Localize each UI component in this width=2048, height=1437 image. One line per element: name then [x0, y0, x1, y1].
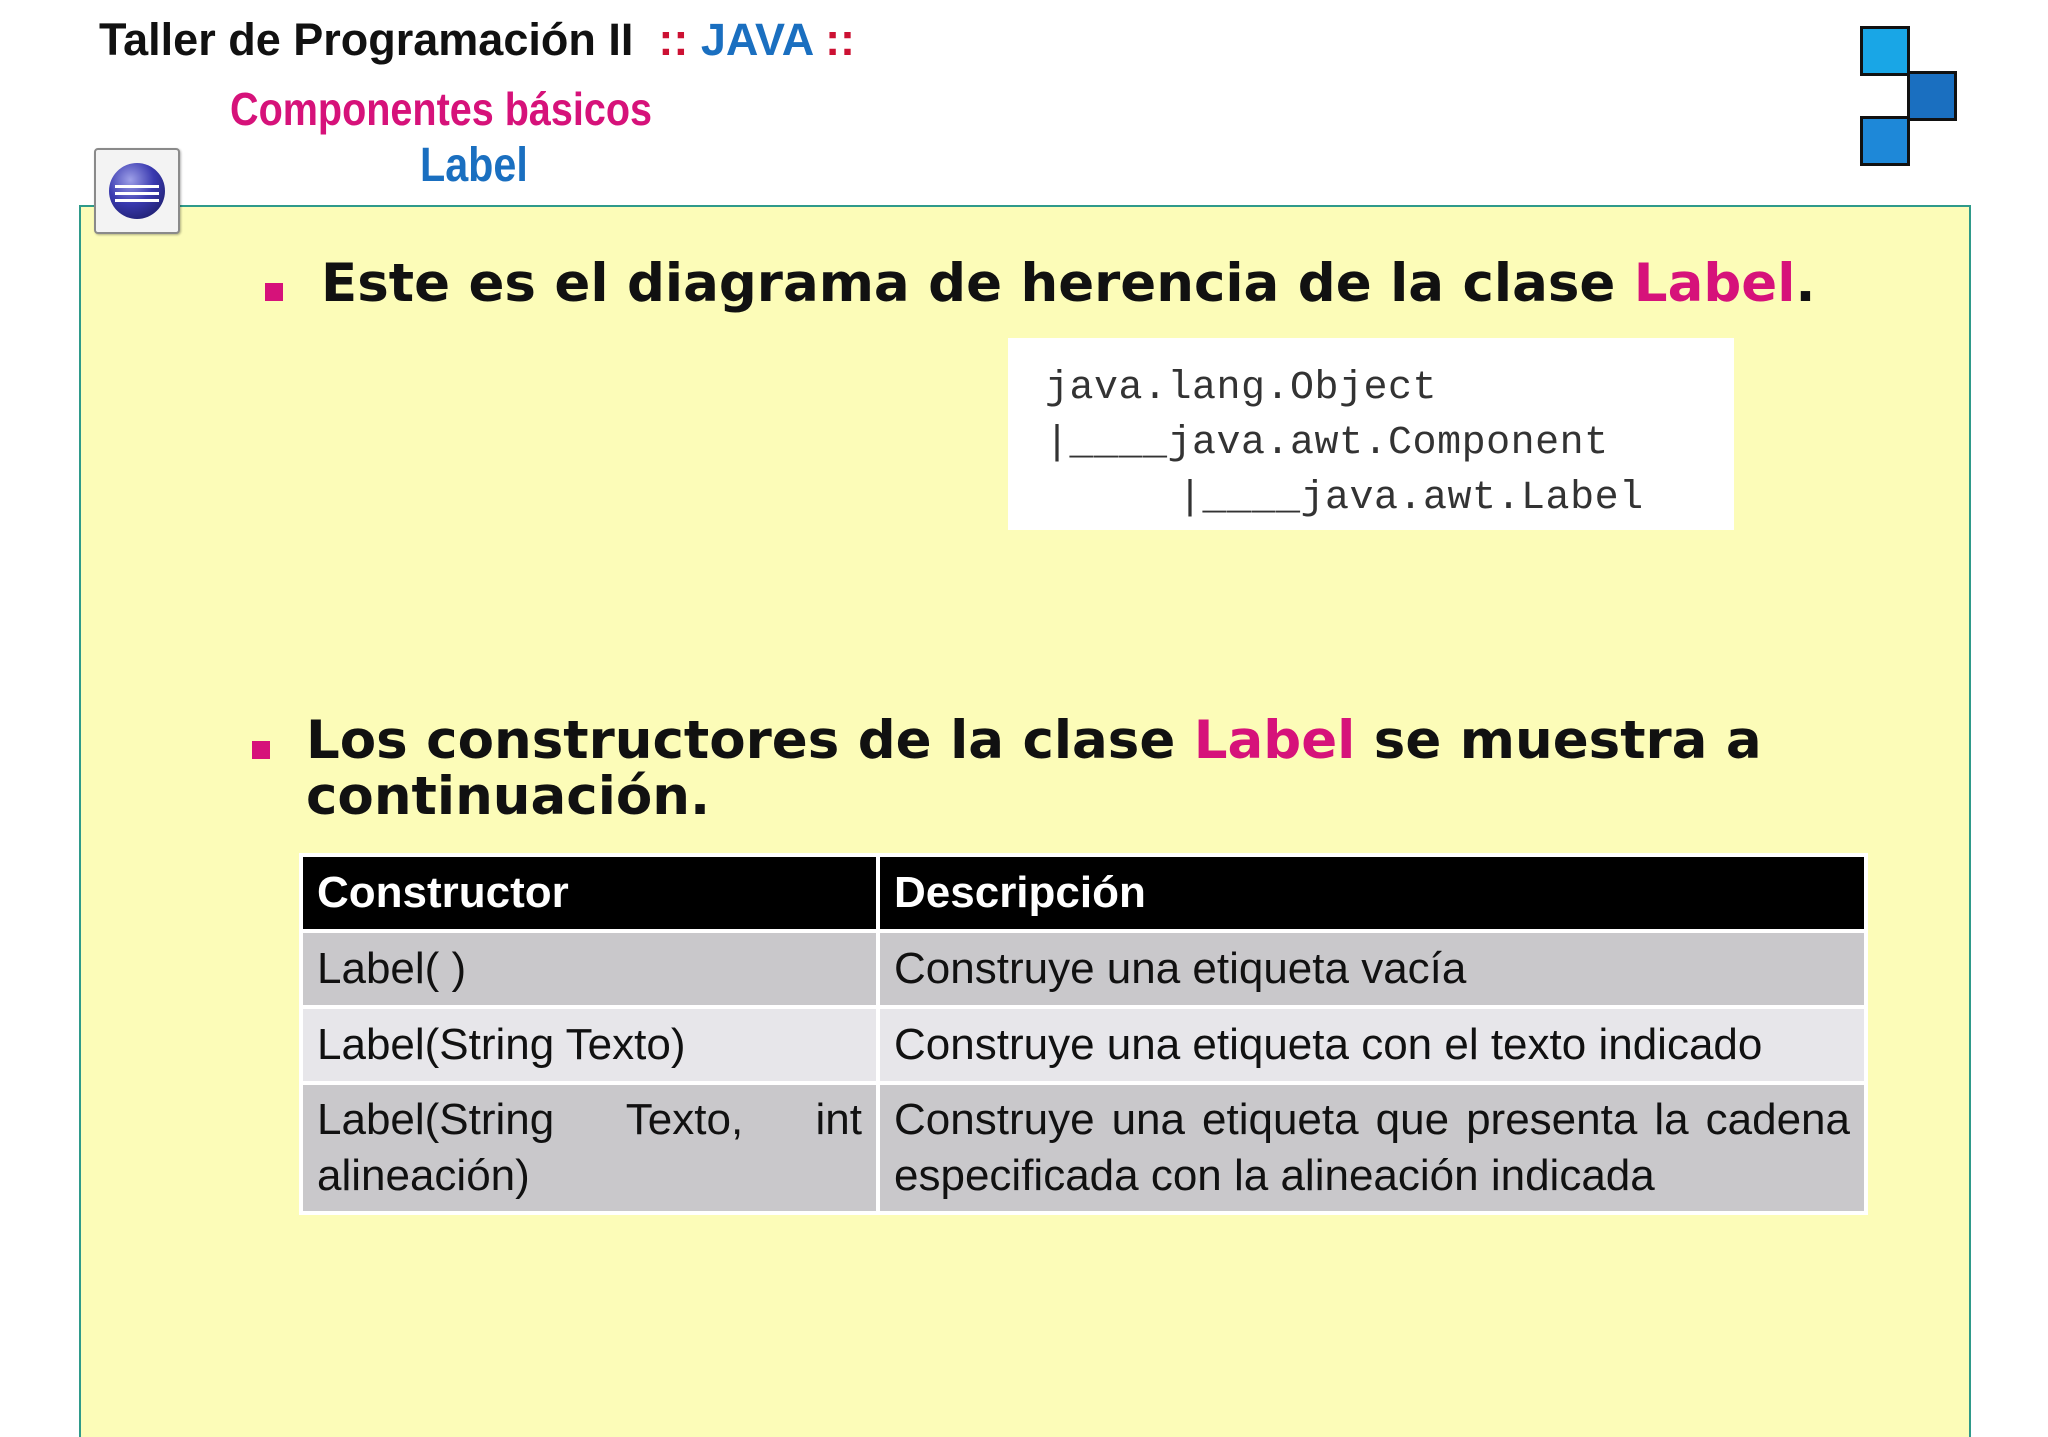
inheritance-line-object: java.lang.Object — [1045, 366, 1438, 411]
cell-description: Construye una etiqueta vacía — [880, 933, 1864, 1005]
bullet-square-icon — [265, 283, 283, 301]
eclipse-logo-icon — [94, 148, 180, 234]
logo-block-top — [1860, 26, 1910, 76]
logo-block-bottom — [1860, 116, 1910, 166]
cell-description — [880, 1085, 1864, 1211]
cell-description-text: Construye una etiqueta que presenta la cadena especificada con la alineación indicada — [894, 1095, 1850, 1200]
section-subtitle: Componentes básicos — [230, 83, 653, 135]
bullet-square-icon — [252, 741, 270, 759]
cell-constructor: Label( ) — [303, 933, 876, 1005]
bullet-constructors-text — [306, 710, 1762, 827]
bullet-constructors-class: Label — [1193, 710, 1356, 771]
bullet-inheritance — [265, 253, 1816, 314]
bullet-inheritance-class: Label — [1633, 253, 1796, 314]
inheritance-line-component: |____java.awt.Component — [1045, 421, 1609, 466]
title-separator-left: :: — [658, 14, 689, 65]
cell-constructor-text: Label(String Texto, int alineación) — [317, 1095, 862, 1200]
blue-blocks-logo-icon — [1860, 26, 1960, 166]
bullet-inheritance-lead: Este es el diagrama de herencia de la clase — [321, 253, 1634, 314]
bullet-inheritance-text — [321, 253, 1816, 314]
eclipse-orb — [109, 163, 165, 219]
cell-description: Construye una etiqueta con el texto indicado — [880, 1009, 1864, 1081]
table-row — [303, 933, 1864, 1005]
inheritance-line-label: |____java.awt.Label — [1178, 476, 1644, 521]
inheritance-diagram — [1008, 338, 1734, 530]
bullet-inheritance-end: . — [1795, 253, 1816, 314]
cell-constructor — [303, 1085, 876, 1211]
column-header-constructor: Constructor — [303, 857, 876, 929]
bullet-constructors — [252, 710, 1832, 827]
table-row — [303, 1085, 1864, 1211]
bullet-constructors-line2: continuación. — [306, 766, 711, 827]
topic-title: Label — [420, 139, 528, 192]
column-header-description: Descripción — [880, 857, 1864, 929]
title-separator-right: :: — [825, 14, 856, 65]
language-name: JAVA — [700, 14, 813, 65]
constructors-table — [299, 853, 1868, 1215]
table-header-row — [303, 857, 1864, 929]
course-title — [99, 14, 855, 66]
bullet-constructors-line1 — [306, 710, 1762, 771]
course-name: Taller de Programación II — [99, 14, 634, 65]
bullet-constructors-tail: se muestra a — [1355, 710, 1762, 771]
bullet-constructors-lead: Los constructores de la clase — [306, 710, 1194, 771]
logo-block-middle — [1907, 71, 1957, 121]
cell-constructor: Label(String Texto) — [303, 1009, 876, 1081]
table-row — [303, 1009, 1864, 1081]
